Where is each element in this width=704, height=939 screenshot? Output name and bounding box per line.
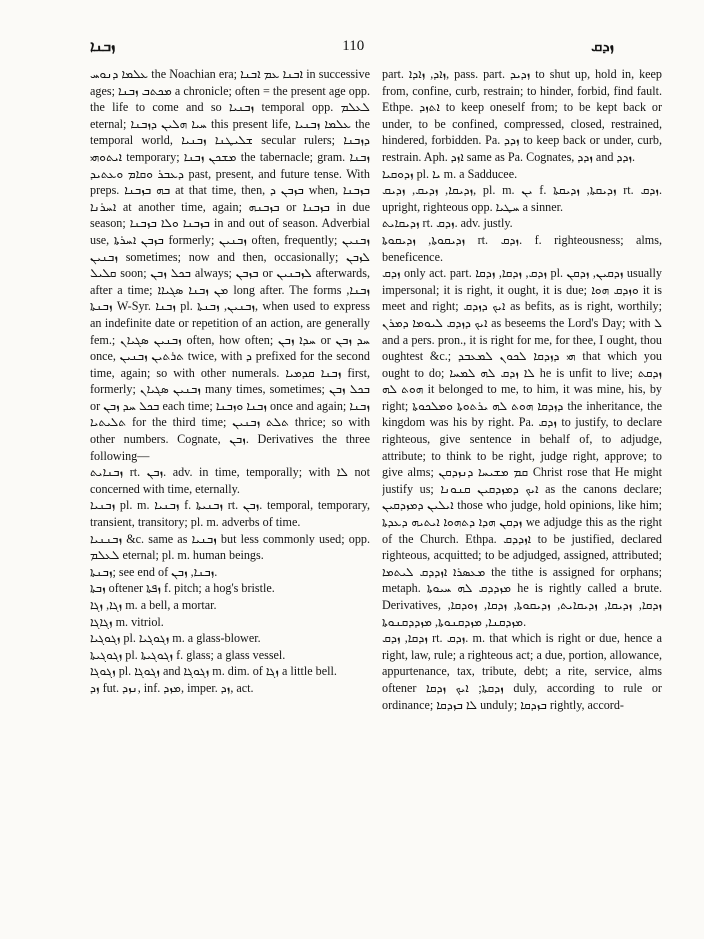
dictionary-entry: ܙܒܢܐܝܬ rt. ܙܒܢ. adv. in time, temporally; with ܠܐ not concerned with time, eternally. [90, 465, 370, 496]
dictionary-entry: ܙܕܩܐ, ܙܕܩ rt. ܙܕܩ. m. that which is right or due, hence a right, law, rule; a righteous act; a due, portion, allowance, appurtenance, tax, tribute, debt; a rite, service, alms oftener ܙܕܩܬܐ; ܐܝܟ ܙܕܩܐ duly, according to rule or ordinance; ܠܐ ܒܙܕܩܐ unduly; ܒܙܕܩܐ rightly, accord- [382, 631, 662, 712]
dictionary-entry: ܙܒܢܝܐ pl. m. ܙܒܢܝܐ f. ܙܒܢܝܬܐ rt. ܙܒܢ. temporal, temporary, transient, transitory; pl. m. adverbs of time. [90, 498, 370, 530]
dictionary-entry: ܙܕܝܩܐ, ܙܕܝܩ, ܙܕܝܩ, pl. m. ܝܢ f. ܙܕܝܩܬܐ, ܙܕܝܩܬܐ rt. ܙܕܩ. upright, righteous opp. ܚܛܝܐ a sinner. [382, 183, 662, 214]
dictionary-entry: ܙܓܐܓܐ m. vitriol. [90, 614, 164, 629]
dictionary-entry: part. ܙܐܕ, ܙܐܕܐ, pass. part. ܙܕܝܕ to shut up, hold in, keep from, confine, curb, restrain; to hinder, forbid, find fault. Ethpe. ܐܬܙܕ to keep oneself from; to be kept back or under, to be confined, compressed, closed, restrained, hindered, forbidden. Pa. ܙܕܕ to keep back or under, curb, restrain. Aph. ܐܙܕ same as Pa. Cognates, ܙܕܕ and ܙܕܕ. [382, 67, 662, 164]
page-number: 110 [342, 37, 365, 54]
dictionary-entry: ܙܕܝܩܐܝܬ rt. ܙܕܩ. adv. justly. [382, 216, 513, 231]
header-left-word: ܙܒܢܐ [90, 37, 116, 55]
dictionary-entry: ܙܕܘܩܝܐ pl. ܝܐ m. a Sadducee. [382, 166, 518, 181]
dictionary-entry: ܙܕ fut. ܢܙܕ, inf. ܡܙܕ, imper. ܙܕ, act. [90, 680, 254, 695]
page-header [90, 34, 614, 58]
header-right-word: ܙܕܩ [591, 37, 614, 55]
dictionary-entry: ܙܓܘܓܝܐ pl. ܙܓܘܓܝܐ m. a glass-blower. [90, 631, 261, 646]
left-column [90, 66, 370, 934]
right-column [382, 66, 662, 934]
dictionary-entry: ܙܓܐ, ܙܓܐ m. a bell, a mortar. [90, 598, 217, 612]
dictionary-entry: ܙܒܬܐ oftener ܙܦܬܐ f. pitch; a hog's bristle. [90, 581, 275, 596]
dictionary-entry: ܙܒܢܬܐ; see end of ܙܒܢܐ, ܙܒܢ. [90, 564, 218, 579]
dictionary-entry: ܙܕܩ only act. part. ܙܕܩ, ܙܕܩܐ, ܙܕܩܐ pl. ܙܕܩܝܢ, ܙܕܩܢ usually impersonal; it is right, it ought, it is due; ܘܙܕܩ ܗܘܐ it is meet and right; ܐܝܟ ܕܙܕܩ as befits, as is right, worthily; ܐܝܟ ܕܙܕܩ ܠܝܘܡܐ ܕܡܪܢ as beseems the Lord's Day; with ܠ and a pers. pron., it is right for me, for thee, I ought, thou oughtest &c.; ܗܝ ܕܙܕܩܐ ܠܟܘܢ ܠܡܥܒܕ that which you ought to do; ܠܐ ܙܕܩ ܠܗ ܠܡܚܐ he is unfit to live; ܙܕܩܬ ܗܘܬ ܠܗ it belonged to me, to him, it was mine, his, by right; ܕܙܕܩܐ ܗܘܬ ܠܗ ܝܪܬܘܬܐ ܘܡܠܟܘܬܐ the inheritance, the kingdom was his by right. Pa. ܙܕܩ to justify, to declare righteous, give sentence in behalf of, to adjudge, attribute; to think to be right, judge right, approve; to give alms; ܩܡ ܡܫܝܚܐ ܕܢܙܕܩܢ Christ rose that He might justify us; ܐܝܟ ܕܡܙܕܩܝܢ ܩܢܘܢܐ as the canons declare; ܐܝܠܝܢ ܕܡܙܕܩܝܢ those who judge, hold opinions, like him; ܙܕܩܢ ܗܕܐ ܕܬܗܘܐ ܐܝܬܝܗ ܕܥܕܬܐ we adjudge this as the right of the Church. Ethpa. ܐܙܕܕܩ to be justified, declared righteous, acquitted; to be adjudged, assigned, attributed; ܡܥܣܪܐ ܐܙܕܕܩ ܠܝܬܡܐ the tithe is assigned for orphans; metaph. ܡܙܕܕܩ ܠܗ ܚܝܘܬܐ he is rightly called a brute. Derivatives, ܙܕܩܐ, ܙܕܝܩܐ, ܙܕܝܩܐܝܬ, ܙܕܝܩܘܬܐ, ܙܕܩܐ, ܙܘܕܩܐ, ܡܙܕܩܢܐ, ܡܙܕܩܢܘܬܐ, ܡܙܕܕܩܢܘܬܐ. [382, 266, 662, 629]
dictionary-entry: ܥܠܡܐ ܕܢܘܚ the Noachian era; ܐܒܢܐ ܥܡ ܐܒܢܐ in successive ages; ܡܟܬܒ ܙܒܢܐ a chronicle; often = the present age opp. the life to come and so ܙܒܢܝܐ temporal opp. ܠܥܠܡ eternal; ܚܝܐ ܗܠܝܢ ܕܙܒܢܐ this present life, ܥܠܡܐ ܙܒܢܝܐ the temporal world, ܫܠܝܛܢܐ ܙܒܢܝܐ secular rulers; ܕܙܒܢܐ ܐܝܬܘܗܝ temporary; ܡܫܟܢ ܙܒܢܐ the tabernacle; gram. ܙܒܢܐ ܕܥܒܪ ܘܩܐܡ ܘܥܬܝܕ past, present, and future tense. With preps. ܒܗ ܒܙܒܢܐ at that time, then, ܒܙܒܢ ܕ when, ܒܙܒܢܐ ܐܚܪܢܐ at another time, again; ܒܙܒܢܗ or ܒܙܒܢܐ in due season; ܒܙܒܢܐ ܘܠܐ ܒܙܒܢܐ in and out of season. Adverbial use, ܒܙܒܢ ܐܚܪܬܐ formerly; ܙܒܢܝܢ often, frequently; ܙܒܢܝܢ ܙܒܢܝܢ sometimes; now and then, occasionally; ܠܙܒܢ ܩܠܝܠ soon; ܒܟܠ ܙܒܢ always; ܒܙܒܢ or ܠܙܒܢܝܢ afterwards, after a time; ܡܢ ܙܒܢܐ ܣܓܝܐܐ long after. The forms ܙܒܢܐ, ܙܒܢܬܐ W-Syr. ܙܒܢܐ pl. ܙܒܢܝܢ, ܙܒܢܬܐ, when used to express an indefinite date or repetition of an action, are generally fem.; ܙܒܢܝܢ ܣܓܝܐܢ often, how often; ܚܕܐ ܙܒܢ or ܚܕ ܙܒܢ once, ܬܪܬܝܢ ܙܒܢܝܢ twice, with ܕ prefixed for the second time, again; so with other numerals. ܙܒܢܐ ܩܕܡܝܐ first, formerly; ܙܒܢܝܢ ܣܓܝܐܢ many times, sometimes; ܒܟܠ ܙܒܢ or ܒܟܠ ܚܕ ܙܒܢ each time; ܙܒܢܐ ܘܙܒܢܐ once and again; ܙܒܢܐ ܬܠܝܬܝܐ for the third time; ܬܠܬ ܙܒܢܝܢ thrice; so with other numbers. Cognate, ܙܒܢ. Derivatives the three following— [90, 67, 370, 463]
dictionary-entry: ܙܒܢܢܝܐ &c. same as ܙܒܢܝܐ but less commonly used; opp. ܠܥܠܡ eternal; pl. m. human beings. [90, 531, 370, 563]
dictionary-entry: ܙܕܝܩܘܬܐ, ܙܕܝܩܘܬܐ rt. ܙܕܩ. f. righteousness; alms, beneficence. [382, 232, 662, 264]
dictionary-entry: ܙܓܘܓܝܬܐ pl. ܙܓܘܓܝܬܐ f. glass; a glass vessel. [90, 647, 286, 662]
dictionary-entry: ܙܓܘܓܐ pl. ܙܓܘܓܐ and ܙܓܘܓܐ m. dim. of ܙܓܐ a little bell. [90, 664, 337, 679]
